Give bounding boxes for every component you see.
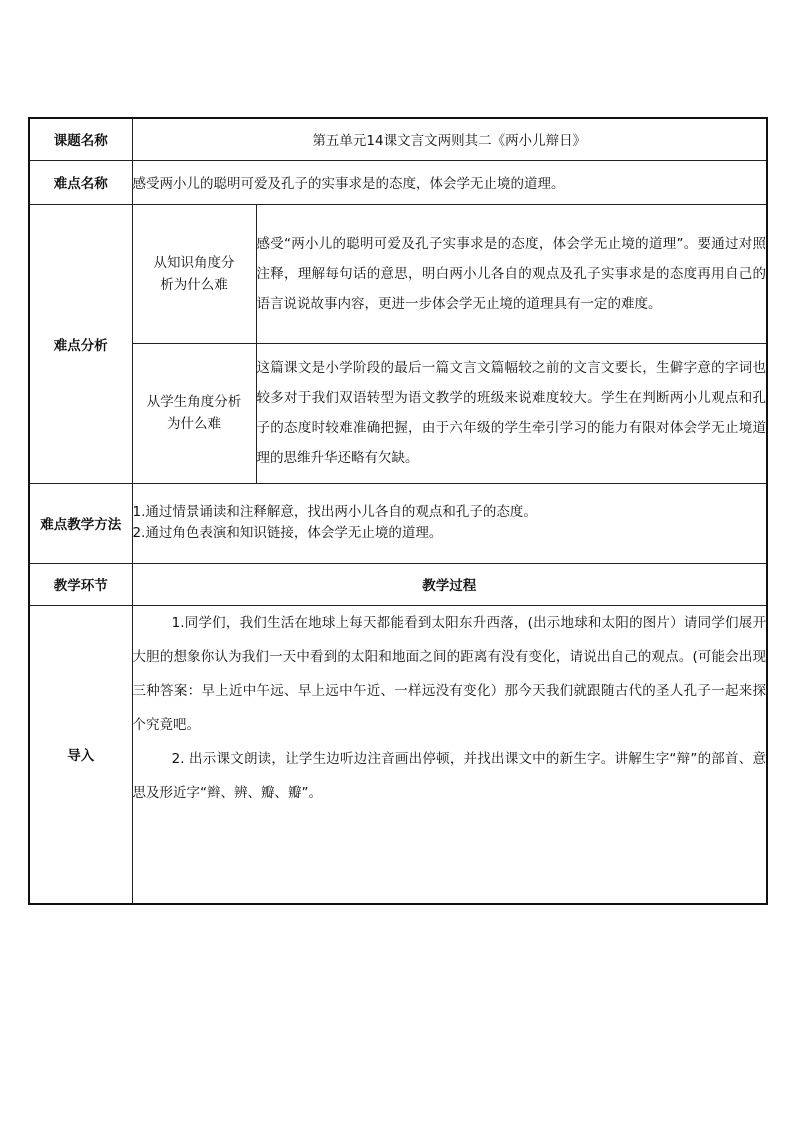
row-difficulty xyxy=(29,160,767,204)
lesson-title-value: 第五单元14课文言文两则其二《两小儿辩日》 xyxy=(132,118,767,160)
student-angle-label xyxy=(132,343,256,483)
lesson-plan-table xyxy=(28,117,768,905)
row-student-analysis xyxy=(29,343,767,483)
analysis-label: 难点分析 xyxy=(29,204,132,483)
intro-label: 导入 xyxy=(29,605,132,904)
row-lesson-title xyxy=(29,118,767,160)
knowledge-angle-label xyxy=(132,204,256,343)
knowledge-angle-label-text: 从知识角度分析为什么难 xyxy=(153,254,235,293)
intro-paragraph-1: 1.同学们，我们生活在地球上每天都能看到太阳东升西落，(出示地球和太阳的图片）请同学们展开大胆的想象你认为我们一天中看到的太阳和地面之间的距离有没有变化，请说出自己的观点。(可能会出现三种答案：早上近中午远、早上远中午近、一样远没有变化）那今天我们就跟随古代的圣人孔子一起来探个究竟吧。 xyxy=(132,614,766,733)
row-knowledge-analysis xyxy=(29,204,767,343)
method-line-1: 1.通过情景诵读和注释解意，找出两小儿各自的观点和孔子的态度。 xyxy=(132,504,537,520)
row-section-header xyxy=(29,563,767,605)
lesson-title-label: 课题名称 xyxy=(29,118,132,160)
intro-content xyxy=(132,605,767,904)
difficulty-label: 难点名称 xyxy=(29,160,132,204)
method-line-2: 2.通过角色表演和知识链接，体会学无止境的道理。 xyxy=(132,525,443,541)
student-angle-label-text: 从学生角度分析为什么难 xyxy=(146,394,242,432)
method-content xyxy=(132,483,767,563)
student-angle-text: 这篇课文是小学阶段的最后一篇文言文篇幅较之前的文言文要长，生僻字意的字词也较多对于我们双语转型为语文教学的班级来说难度较大。学生在判断两小儿观点和孔子的态度时较难准确把握，由于六年级的学生牵引学习的能力有限对体会学无止境道理的思维升华还略有欠缺。 xyxy=(256,343,767,483)
lesson-plan-page xyxy=(28,117,766,905)
row-intro xyxy=(29,605,767,904)
process-header-label: 教学过程 xyxy=(132,563,767,605)
intro-paragraph-2: 2. 出示课文朗读，让学生边听边注音画出停顿，并找出课文中的新生字。讲解生字“辩”的部首、意思及形近字“辫、辨、瓣、瓣”。 xyxy=(132,750,766,801)
method-label: 难点教学方法 xyxy=(29,483,132,563)
row-method xyxy=(29,483,767,563)
section-header-label: 教学环节 xyxy=(29,563,132,605)
difficulty-value: 感受两小儿的聪明可爱及孔子的实事求是的态度，体会学无止境的道理。 xyxy=(132,160,767,204)
knowledge-angle-text: 感受“两小儿的聪明可爱及孔子实事求是的态度，体会学无止境的道理”。要通过对照注释，理解每句话的意思，明白两小儿各自的观点及孔子实事求是的态度再用自己的语言说说故事内容，更进一步体会学无止境的道理具有一定的难度。 xyxy=(256,204,767,343)
